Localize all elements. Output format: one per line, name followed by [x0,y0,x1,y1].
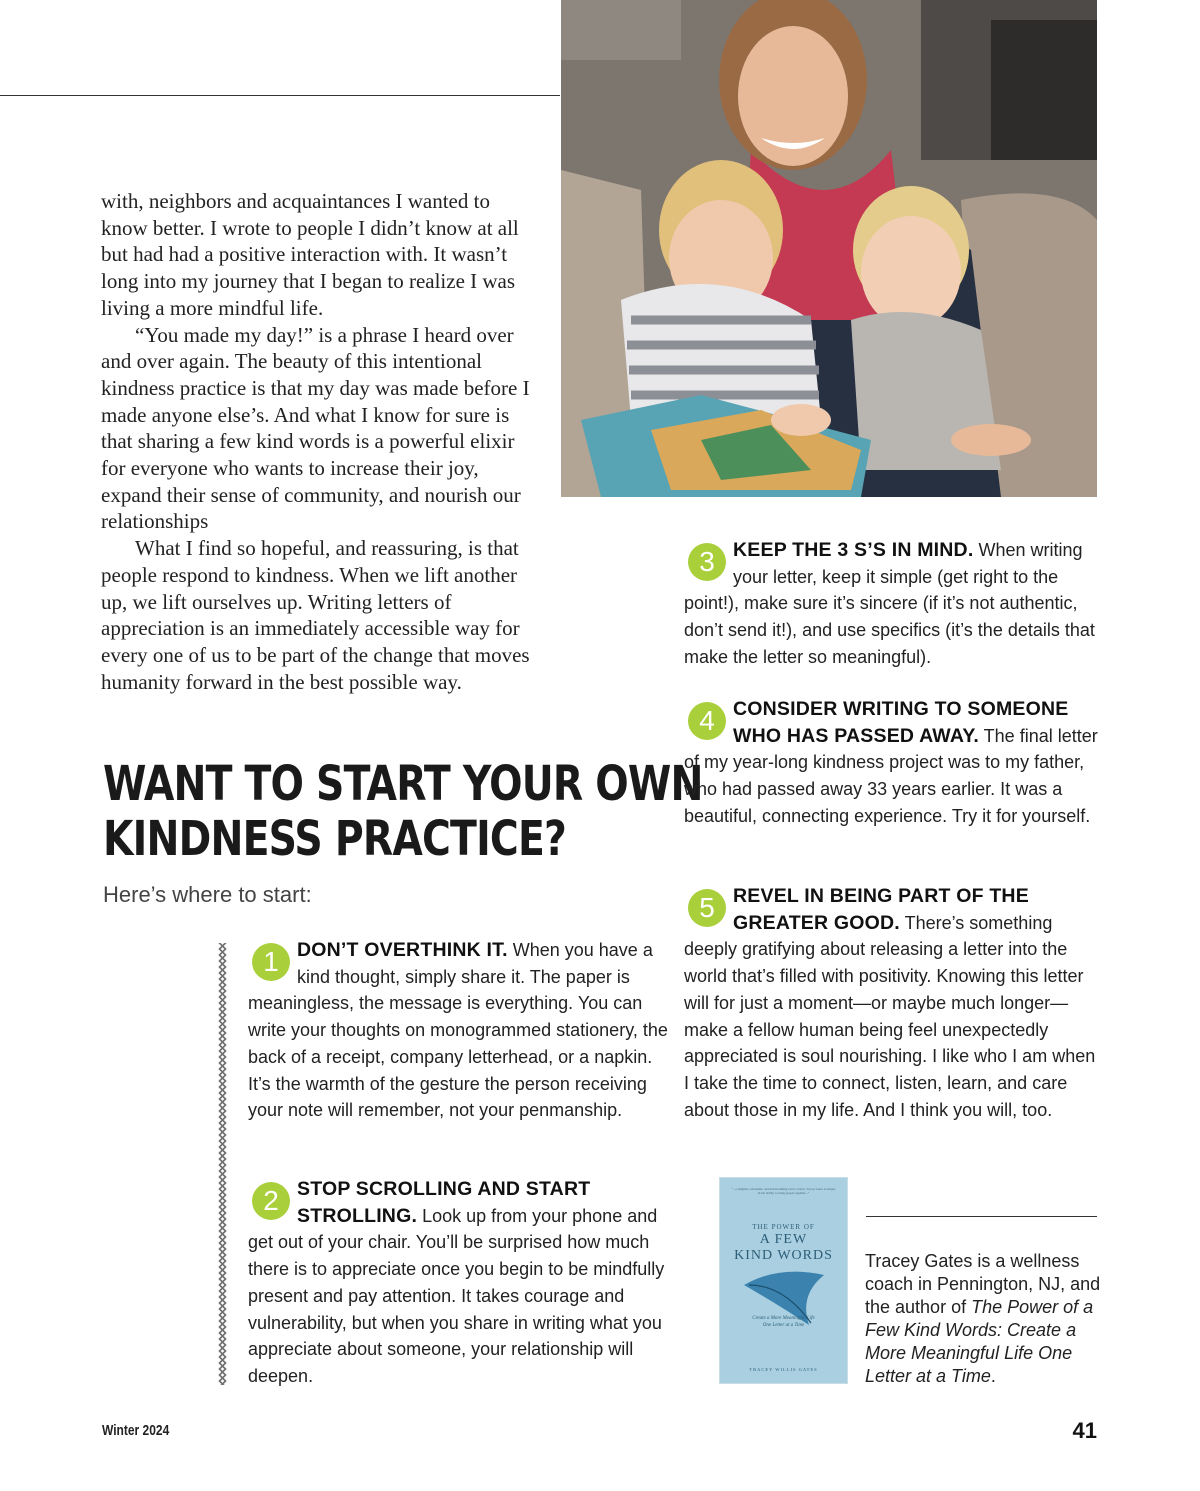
bio-text: Tracey Gates is a wellness coach in Pennington, NJ, and the author of [865,1251,1101,1317]
issue-label: Winter 2024 [102,1422,170,1439]
bio-rule [866,1216,1097,1217]
book-title-line-2: KIND WORDS [734,1248,833,1263]
tip-2 [248,1176,668,1390]
book-blurb: “...a tangible, actionable, and heartwarming call to action. Tracey Gates is unique in her ability to bring people together...” [731,1187,836,1195]
book-cover [719,1177,848,1384]
intro-paragraph: What I find so hopeful, and reassuring, is that people respond to kindness. When we lift another up, we lift ourselves up. Writing letters of appreciation is an immediately accessible way for every one of us to be part of the change that moves humanity forward in the best possible way. [101,536,530,694]
headline-line-1: WANT TO START YOUR OWN [103,756,703,812]
tip-3 [684,537,1104,671]
book-author: TRACEY WILLIS GATES [749,1367,818,1372]
zigzag-divider [218,943,228,1385]
tip-number-badge: 2 [252,1182,290,1220]
family-photo [561,0,1097,497]
intro-paragraph: with, neighbors and acquaintances I wanted to know better. I wrote to people I didn’t know at all but had had a positive interaction with. It wasn’t long into my journey that I began to realize I was living a more mindful life. [101,189,519,320]
tip-number-badge: 3 [688,543,726,581]
tip-number-badge: 1 [252,943,290,981]
tip-1 [248,937,668,1124]
section-subhead: Here’s where to start: [103,882,312,907]
bio-book-title: The Power of a Few Kind Words: Create a More Meaningful Life One Letter at a Time [865,1297,1094,1386]
tip-lead: REVEL IN BEING PART OF THE GREATER GOOD. [733,885,1029,934]
bio-text-end: . [990,1366,996,1386]
book-title [719,1232,848,1264]
intro-paragraph: “You made my day!” is a phrase I heard over and over again. The beauty of this intentional kindness practice is that my day was made before I made anyone else’s. And what I know for sure is that sharing a few kind words is a powerful elixir for everyone who wants to increase their joy, expand their sense of community, and nourish our relationships [101,322,530,534]
tip-lead: KEEP THE 3 S’S IN MIND. [733,539,974,561]
section-headline [103,756,703,867]
top-rule [0,95,560,96]
book-title-line-1: A FEW [759,1232,808,1247]
book-kicker: THE POWER OF [752,1223,815,1231]
tip-5 [684,883,1104,1123]
tip-4 [684,696,1104,830]
tip-lead: DON’T OVERTHINK IT. [297,939,508,961]
headline-line-2: KINDNESS PRACTICE? [103,811,567,867]
tip-lead: STOP SCROLLING AND START STROLLING. [297,1178,591,1227]
tip-body: When writing your letter, keep it simple (get right to the point!), make sure it’s sincere (if it’s not authentic, don’t send it!), and use specifics (it’s the details that make the letter so meaningful). [684,540,1095,667]
tip-lead: CONSIDER WRITING TO SOMEONE WHO HAS PASSED AWAY. [733,698,1069,747]
tip-body: There’s something deeply gratifying about releasing a letter into the world that’s filled with positivity. Knowing this letter will for just a moment—or maybe much longer—make a fellow human being feel unexpectedly appreciated is soul nourishing. I like who I am when I take the time to connect, listen, learn, and care about those in my life. And I think you will, too. [684,912,1096,1120]
tip-body: Look up from your phone and get out of your chair. You’ll be surprised how much there is to appreciate once you begin to be mindfully present and pay attention. It takes courage and vulnerability, but when you share in writing what you appreciate about someone, your relationship will deepen. [248,1205,665,1386]
tip-number-badge: 4 [688,702,726,740]
tip-number-badge: 5 [688,889,726,927]
page-number: 41 [1072,1418,1097,1443]
tip-body: When you have a kind thought, simply share it. The paper is meaningless, the message is everything. You can write your thoughts on monogrammed stationery, the back of a receipt, company letterhead, or a napkin. It’s the warmth of the gesture the person receiving your note will remember, not your penmanship. [248,940,668,1121]
book-subtitle: Create a More Meaningful Life One Letter at a Time [752,1316,815,1328]
tip-body: The final letter of my year-long kindness project was to my father, who had passed away 33 years earlier. It was a beautiful, connecting experience. Try it for yourself. [684,725,1098,826]
intro-text [101,188,531,695]
author-bio [865,1250,1105,1388]
